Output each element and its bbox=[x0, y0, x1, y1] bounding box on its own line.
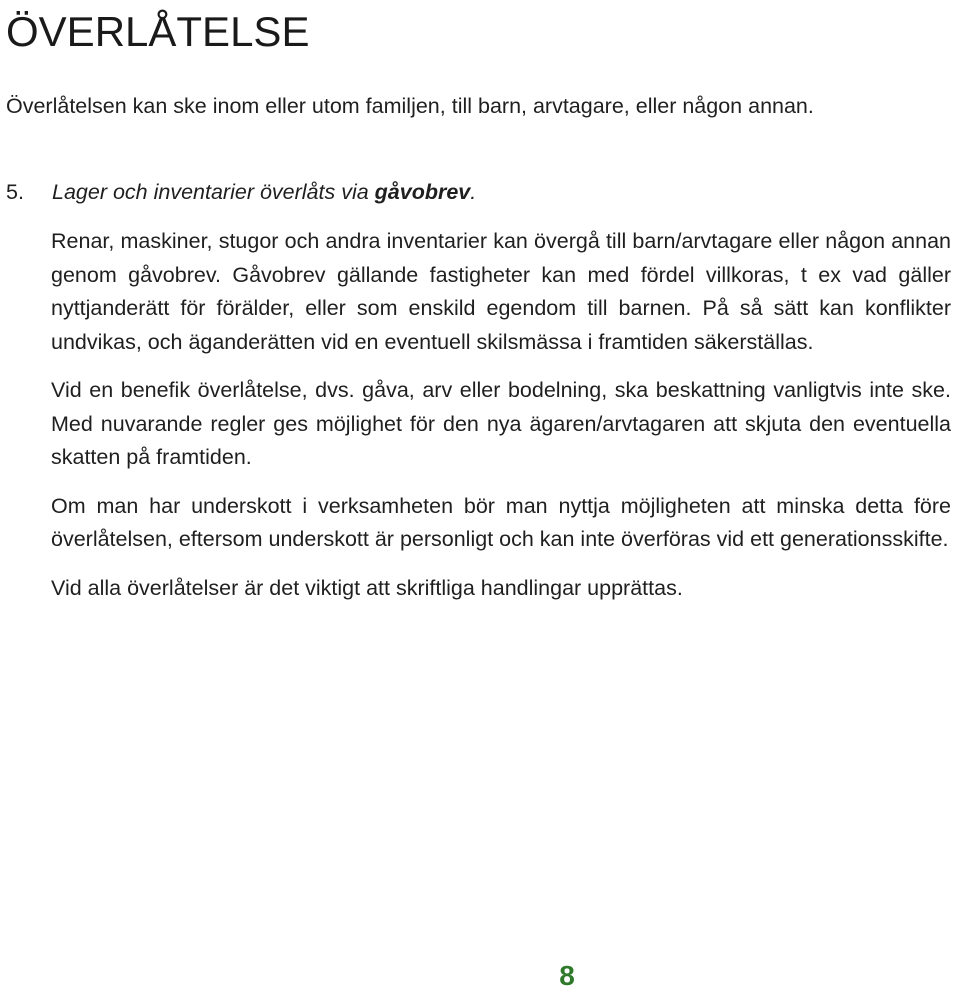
intro-paragraph: Överlåtelsen kan ske inom eller utom familjen, till barn, arvtagare, eller någon annan. bbox=[6, 94, 814, 118]
paragraph-gavobrev: Renar, maskiner, stugor och andra inventarier kan övergå till barn/arvtagare eller någon annan genom gåvobrev. Gåvobrev gällande fastigheter kan med fördel villkoras, t ex vad gäller nyttjanderätt för förälder, eller som enskild egendom till barnen. På så sätt kan konflikter undvikas, och äganderätten vid en eventuell skilsmässa i framtiden säkerställas. bbox=[51, 229, 951, 354]
page-title: ÖVERLÅTELSE bbox=[6, 8, 310, 55]
item-number: 5. bbox=[6, 180, 24, 204]
page-number: 8 bbox=[559, 960, 575, 991]
paragraph-underskott: Om man har underskott i verksamheten bör man nyttja möjligheten att minska detta före överlåtelsen, eftersom underskott är personligt och kan inte överföras vid ett generationsskifte. bbox=[51, 493, 951, 551]
body-text bbox=[51, 225, 951, 620]
numbered-item-heading bbox=[6, 176, 476, 208]
item-lead-text: Lager och inventarier överlåts via bbox=[52, 180, 375, 204]
item-bold-term: gåvobrev bbox=[374, 180, 471, 204]
paragraph-beskattning: Vid en benefik överlåtelse, dvs. gåva, arv eller bodelning, ska beskattning vanligtvis inte ske. Med nuvarande regler ges möjlighet för den nya ägaren/arvtagaren att skjuta den eventuella skatten på framtiden. bbox=[51, 378, 951, 469]
paragraph-handlingar: Vid alla överlåtelser är det viktigt att skriftliga handlingar upprättas. bbox=[51, 575, 683, 600]
item-end-punctuation: . bbox=[470, 180, 477, 204]
